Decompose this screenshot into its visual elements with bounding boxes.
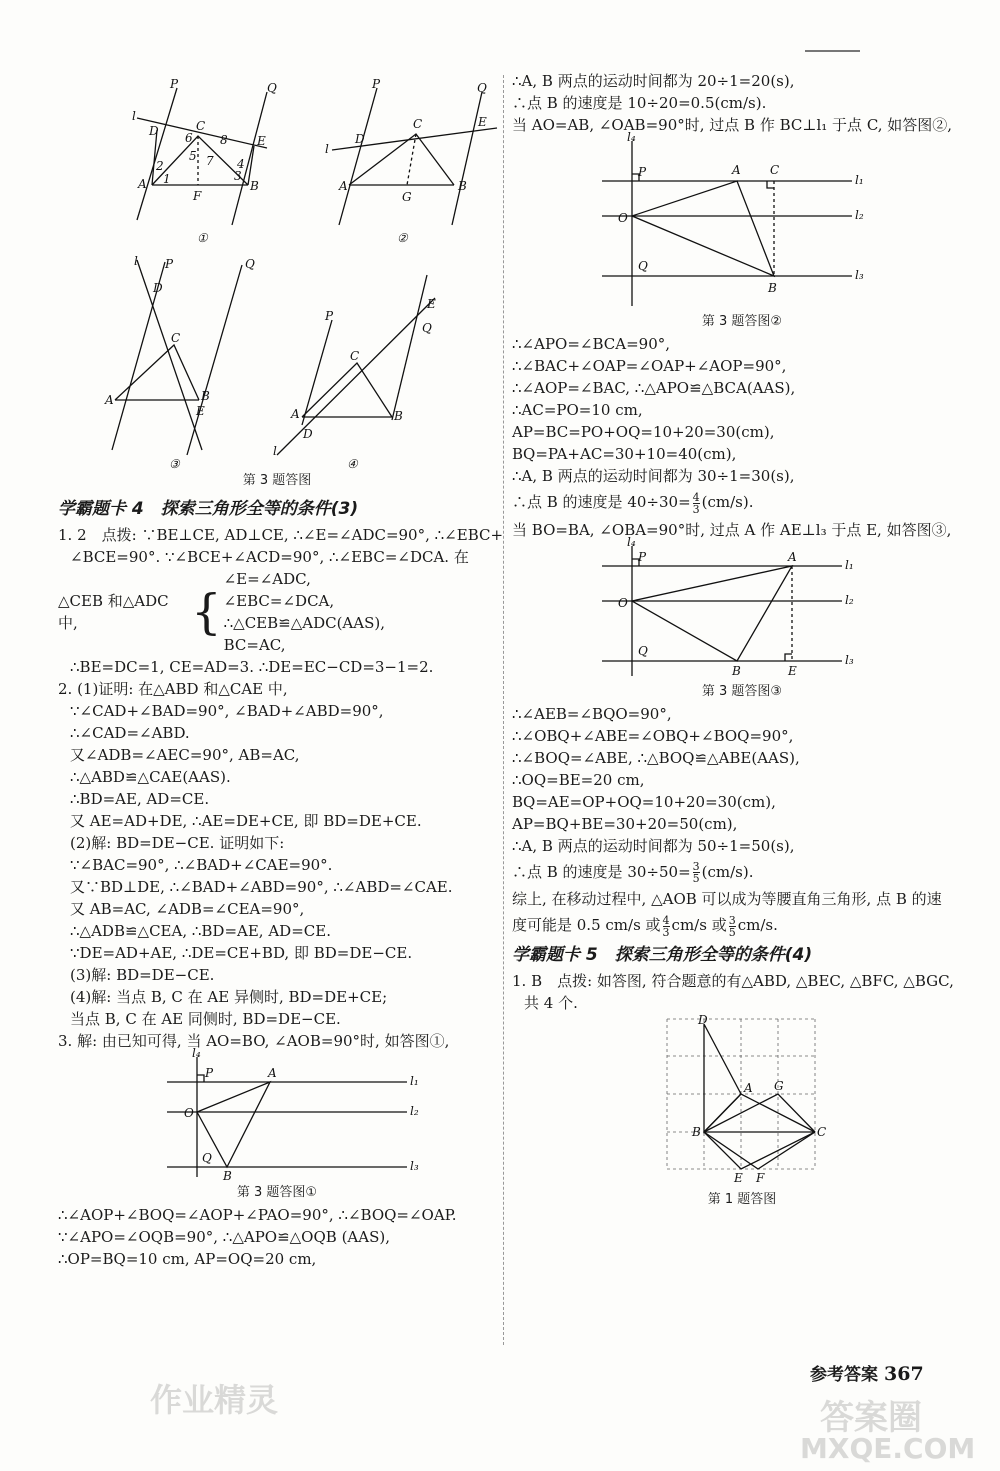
summary2-end: cm/s. bbox=[737, 916, 778, 934]
svg-text:l: l bbox=[132, 109, 136, 123]
speed1-unit: (cm/s). bbox=[701, 493, 754, 511]
right-line: ∴∠AEB=∠BQO=90°, bbox=[512, 704, 672, 723]
svg-text:P: P bbox=[170, 77, 179, 91]
speed-line-2 bbox=[512, 861, 972, 885]
q1-brace-block bbox=[58, 568, 496, 656]
section-5-title: 学霸题卡 5 探索三角形全等的条件(4) bbox=[512, 944, 813, 965]
svg-text:l: l bbox=[325, 142, 329, 156]
svg-text:P: P bbox=[325, 309, 334, 323]
svg-text:D: D bbox=[698, 1012, 708, 1027]
q2-line: ∵DE=AD+AE, ∴DE=CE+BD, 即 BD=DE−CE. bbox=[70, 944, 413, 962]
q3-figure-1 bbox=[127, 1046, 427, 1183]
q1-brace-item: BC=AC, bbox=[223, 636, 286, 654]
summary-line-1: 综上, 在移动过程中, △AOB 可以成为等腰直角三角形, 点 B 的速 bbox=[512, 890, 942, 908]
fraction-3-5 bbox=[693, 861, 700, 884]
brace-glyph: { bbox=[191, 584, 222, 640]
fraction-4-3 bbox=[663, 915, 670, 938]
q3-figure-3 bbox=[592, 534, 892, 681]
q2-line: 又∵BD⊥DE, ∴∠BAD+∠ABD=90°, ∴∠ABD=∠CAE. bbox=[70, 878, 453, 896]
svg-text:Q: Q bbox=[267, 81, 277, 95]
svg-text:E: E bbox=[734, 1170, 743, 1185]
svg-text:P: P bbox=[205, 1066, 214, 1080]
q2-line: ∵∠CAD+∠BAD=90°, ∠BAD+∠ABD=90°, bbox=[70, 702, 384, 720]
q2-line: 又 AB=AC, ∠ADB=∠CEA=90°, bbox=[70, 900, 305, 918]
svg-text:E: E bbox=[427, 297, 436, 311]
watermark: 答案圈 bbox=[820, 1398, 922, 1438]
svg-text:C: C bbox=[171, 331, 181, 345]
svg-text:C: C bbox=[413, 117, 423, 131]
svg-text:l₃: l₃ bbox=[410, 1159, 419, 1173]
right-line: ∴A, B 两点的运动时间都为 30÷1=30(s), bbox=[512, 467, 795, 485]
svg-text:2: 2 bbox=[156, 159, 164, 173]
figure-1 bbox=[132, 77, 277, 245]
svg-text:A: A bbox=[732, 163, 741, 177]
speed-line-1 bbox=[512, 491, 972, 515]
svg-text:l: l bbox=[273, 444, 277, 458]
svg-text:D: D bbox=[355, 132, 365, 146]
svg-text:l₁: l₁ bbox=[845, 557, 854, 572]
svg-text:P: P bbox=[165, 257, 174, 271]
fraction-3-5 bbox=[729, 915, 736, 938]
page-footer bbox=[810, 1360, 924, 1385]
svg-text:l₄: l₄ bbox=[627, 534, 636, 549]
q2-line: (4)解: 当点 B, C 在 AE 异侧时, BD=DE+CE; bbox=[70, 988, 388, 1006]
svg-text:A: A bbox=[744, 1080, 753, 1095]
grid-caption: 第 1 题答图 bbox=[707, 1191, 777, 1207]
right-line: ∴AC=PO=10 cm, bbox=[512, 401, 643, 419]
right-line: ∴∠BAC+∠OAP=∠OAP+∠AOP=90°, bbox=[512, 357, 787, 375]
svg-text:P: P bbox=[372, 77, 381, 91]
svg-text:1: 1 bbox=[163, 172, 171, 186]
fig-caption-q3: 第 3 题答图 bbox=[242, 473, 312, 488]
q2-line: 2. (1)证明: 在△ABD 和△CAE 中, bbox=[58, 680, 288, 698]
svg-text:A: A bbox=[339, 179, 348, 193]
q1-conclusion: ∴BE=DC=1, CE=AD=3. ∴DE=EC−CD=3−1=2. bbox=[70, 658, 434, 676]
fig-label-3: ③ bbox=[169, 457, 180, 471]
svg-text:Q: Q bbox=[422, 321, 432, 335]
svg-text:C: C bbox=[196, 119, 206, 133]
summary-line-2 bbox=[512, 914, 972, 938]
svg-text:P: P bbox=[638, 165, 647, 179]
figures-1-4 bbox=[77, 70, 487, 471]
svg-text:G: G bbox=[402, 190, 412, 204]
svg-text:8: 8 bbox=[220, 133, 228, 147]
svg-text:D: D bbox=[149, 124, 159, 138]
svg-text:3: 3 bbox=[234, 169, 242, 183]
svg-text:C: C bbox=[770, 163, 780, 177]
q2-line: (3)解: BD=DE−CE. bbox=[70, 966, 215, 984]
svg-text:4: 4 bbox=[237, 157, 245, 171]
svg-text:O: O bbox=[618, 211, 628, 225]
left-column bbox=[58, 70, 504, 1270]
svg-text:6: 6 bbox=[185, 131, 193, 145]
speed1-prefix: ∴点 B 的速度是 40÷30= bbox=[512, 493, 691, 511]
svg-text:l₁: l₁ bbox=[855, 173, 864, 187]
watermark: MXQE.COM bbox=[800, 1432, 976, 1465]
right-line: ∴OQ=BE=20 cm, bbox=[512, 770, 645, 789]
q3-fig2-caption: 第 3 题答图② bbox=[701, 314, 783, 329]
q2-line: 又 AE=AD+DE, ∴AE=DE+CE, 即 BD=DE+CE. bbox=[70, 812, 422, 830]
q1-brace-item: ∠EBC=∠DCA, ∴△CEB≌△ADC(AAS), bbox=[223, 592, 385, 632]
right-line: AP=BC=PO+OQ=10+20=30(cm), bbox=[512, 423, 775, 441]
svg-text:l₃: l₃ bbox=[845, 652, 854, 667]
svg-text:A: A bbox=[291, 407, 300, 421]
svg-text:B: B bbox=[768, 281, 777, 295]
svg-text:l₂: l₂ bbox=[845, 592, 854, 607]
figure-2 bbox=[325, 77, 497, 245]
svg-text:F: F bbox=[756, 1170, 765, 1185]
frac-den: 5 bbox=[728, 925, 736, 939]
frac-den: 3 bbox=[662, 925, 670, 939]
q2-line: (2)解: BD=DE−CE. 证明如下: bbox=[70, 834, 285, 852]
svg-text:A: A bbox=[105, 393, 114, 407]
svg-text:E: E bbox=[788, 663, 797, 678]
svg-text:Q: Q bbox=[638, 643, 648, 658]
q2-line: ∵∠BAC=90°, ∴∠BAD+∠CAE=90°. bbox=[70, 856, 333, 874]
right-line: ∴点 B 的速度是 10÷20=0.5(cm/s). bbox=[512, 94, 767, 112]
svg-text:A: A bbox=[268, 1066, 277, 1080]
figure-4 bbox=[273, 275, 436, 471]
svg-text:l₁: l₁ bbox=[410, 1074, 419, 1088]
fraction-4-3 bbox=[693, 492, 700, 515]
right-line: ∴∠AOP=∠BAC, ∴△APO≌△BCA(AAS), bbox=[512, 379, 796, 397]
svg-text:A: A bbox=[788, 549, 797, 564]
svg-text:B: B bbox=[201, 389, 210, 403]
q3-line: ∴OP=BQ=10 cm, AP=OQ=20 cm, bbox=[58, 1250, 317, 1268]
frac-num: 3 bbox=[692, 860, 700, 873]
svg-text:B: B bbox=[458, 179, 467, 193]
right-line: 当 BO=BA, ∠OBA=90°时, 过点 A 作 AE⊥l₃ 于点 E, 如答图③, bbox=[512, 520, 952, 539]
fig-label-4: ④ bbox=[347, 457, 358, 471]
q3-intro: 3. 解: 由已知可得, 当 AO=BO, ∠AOB=90°时, 如答图①, bbox=[58, 1032, 450, 1050]
q1-brace-item: ∠E=∠ADC, bbox=[223, 570, 311, 588]
summary2-mid: cm/s 或 bbox=[671, 916, 727, 934]
speed2-unit: (cm/s). bbox=[701, 862, 754, 881]
q2-line: 又∠ADB=∠AEC=90°, AB=AC, bbox=[70, 746, 300, 764]
q3-line: ∵∠APO=∠OQB=90°, ∴△APO≌△OQB (AAS), bbox=[58, 1228, 390, 1246]
column-divider bbox=[503, 75, 504, 1345]
svg-text:B: B bbox=[732, 663, 741, 678]
frac-den: 3 bbox=[692, 502, 700, 516]
svg-text:l₄: l₄ bbox=[627, 130, 636, 144]
svg-text:O: O bbox=[618, 595, 628, 610]
q5-1-line-1: 1. B 点拨: 如答图, 符合题意的有△ABD, △BEC, △BFC, △BGC, bbox=[512, 971, 954, 990]
svg-text:F: F bbox=[193, 189, 202, 203]
q1-line-2: ∠BCE=90°. ∵∠BCE+∠ACD=90°, ∴∠EBC=∠DCA. 在 bbox=[70, 548, 469, 566]
svg-text:A: A bbox=[138, 177, 147, 191]
frac-num: 4 bbox=[692, 490, 700, 504]
svg-text:l₃: l₃ bbox=[855, 268, 864, 282]
q1-brace-items bbox=[224, 568, 496, 656]
fig-label-1: ① bbox=[197, 231, 208, 245]
svg-text:l₂: l₂ bbox=[855, 208, 864, 222]
svg-text:G: G bbox=[774, 1078, 784, 1093]
svg-text:O: O bbox=[184, 1106, 194, 1120]
q2-line: 当点 B, C 在 AE 同侧时, BD=DE−CE. bbox=[70, 1010, 341, 1028]
svg-text:Q: Q bbox=[202, 1151, 212, 1165]
svg-text:l₄: l₄ bbox=[192, 1046, 201, 1060]
right-line: ∴∠BOQ=∠ABE, ∴△BOQ≌△ABE(AAS), bbox=[512, 748, 800, 767]
q1-brace-prefix: △CEB 和△ADC 中, bbox=[58, 592, 169, 632]
svg-text:P: P bbox=[638, 549, 647, 564]
top-decoration bbox=[805, 44, 860, 52]
q3-fig1-caption: 第 3 题答图① bbox=[236, 1185, 318, 1200]
svg-text:B: B bbox=[250, 179, 259, 193]
svg-text:Q: Q bbox=[638, 259, 648, 273]
q2-line: ∴△ABD≌△CAE(AAS). bbox=[70, 768, 231, 786]
svg-text:Q: Q bbox=[477, 81, 487, 95]
q3-fig3-caption: 第 3 题答图③ bbox=[701, 683, 783, 699]
q1-line-1: 1. 2 点拨: ∵BE⊥CE, AD⊥CE, ∴∠E=∠ADC=90°, ∴∠EBC+ bbox=[58, 526, 504, 544]
q3-figure-2 bbox=[592, 130, 892, 311]
svg-text:5: 5 bbox=[189, 149, 197, 163]
svg-text:l: l bbox=[134, 254, 138, 268]
right-line: 当 AO=AB, ∠OAB=90°时, 过点 B 作 BC⊥l₁ 于点 C, 如答图②, bbox=[512, 116, 953, 134]
q5-1-line-2: 共 4 个. bbox=[524, 993, 578, 1012]
right-line: AP=BQ+BE=30+20=50(cm), bbox=[512, 814, 738, 833]
figure-3 bbox=[104, 254, 255, 471]
svg-text:B: B bbox=[394, 409, 403, 423]
section-4-title: 学霸题卡 4 探索三角形全等的条件(3) bbox=[58, 499, 359, 519]
q2-line: ∴△ADB≌△CEA, ∴BD=AE, AD=CE. bbox=[70, 922, 331, 940]
watermark: 作业精灵 bbox=[150, 1381, 279, 1419]
right-line: ∴A, B 两点的运动时间都为 50÷1=50(s), bbox=[512, 836, 795, 855]
frac-num: 4 bbox=[662, 913, 670, 927]
right-line: ∴∠APO=∠BCA=90°, bbox=[512, 335, 671, 353]
q3-line: ∴∠AOP+∠BOQ=∠AOP+∠PAO=90°, ∴∠BOQ=∠OAP. bbox=[58, 1206, 457, 1224]
svg-text:7: 7 bbox=[206, 154, 214, 168]
right-line: ∴∠OBQ+∠ABE=∠OBQ+∠BOQ=90°, bbox=[512, 726, 794, 745]
summary2-prefix: 度可能是 0.5 cm/s 或 bbox=[512, 916, 661, 934]
speed2-prefix: ∴点 B 的速度是 30÷50= bbox=[512, 862, 691, 881]
svg-text:D: D bbox=[153, 281, 163, 295]
svg-text:D: D bbox=[303, 427, 313, 441]
svg-text:E: E bbox=[478, 115, 487, 129]
svg-text:Q: Q bbox=[245, 257, 255, 271]
footer-label: 参考答案 bbox=[810, 1365, 878, 1385]
right-line: ∴A, B 两点的运动时间都为 20÷1=20(s), bbox=[512, 72, 795, 90]
frac-den: 5 bbox=[692, 872, 700, 885]
right-line: BQ=AE=OP+OQ=10+20=30(cm), bbox=[512, 792, 776, 811]
right-column bbox=[512, 70, 972, 1211]
right-line: BQ=PA+AC=30+10=40(cm), bbox=[512, 445, 737, 463]
q2-line: ∴BD=AE, AD=CE. bbox=[70, 790, 210, 808]
frac-num: 3 bbox=[728, 913, 736, 927]
page-number: 367 bbox=[884, 1363, 924, 1385]
svg-text:l₂: l₂ bbox=[410, 1104, 419, 1118]
svg-text:B: B bbox=[692, 1124, 701, 1139]
svg-text:B: B bbox=[223, 1169, 232, 1183]
grid-figure bbox=[652, 1014, 832, 1189]
svg-text:E: E bbox=[196, 404, 205, 418]
svg-text:C: C bbox=[817, 1124, 827, 1139]
q2-line: ∴∠CAD=∠ABD. bbox=[70, 724, 190, 742]
svg-text:E: E bbox=[257, 134, 266, 148]
svg-text:C: C bbox=[350, 349, 360, 363]
fig-label-2: ② bbox=[397, 231, 408, 245]
